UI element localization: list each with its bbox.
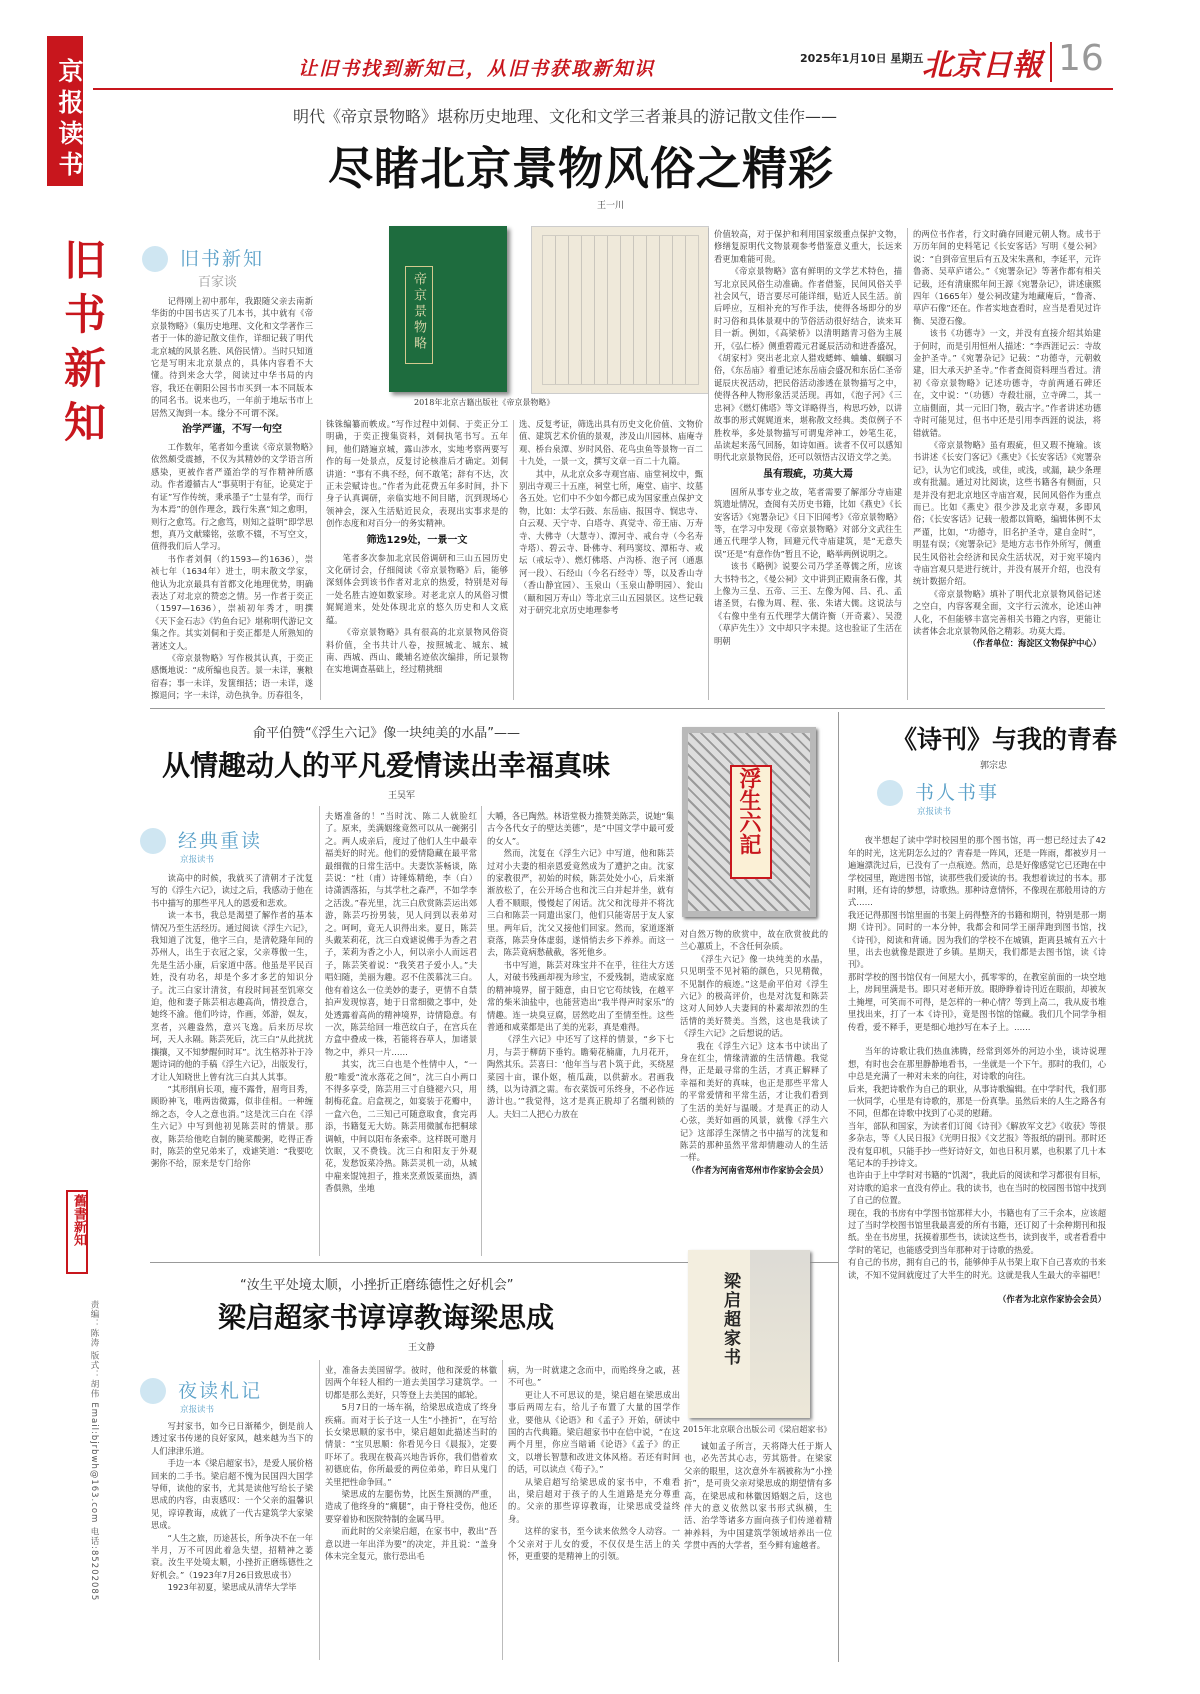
article3-body: 夜半想起了读中学时校园里的那个图书馆，再一想已经过去了42年的时光，这光阴怎么过的？青春是一阵风，还是一阵雨，都被岁月一遍遍漂洗过后，已没有了一点痕迹。然而，总是好像感觉它已还跑在中学校园里，跑进图书馆，读那些我们爱读的书。我想着读过的书本。那时刚，还有诗的梦想，诗歌热。那种诗意情怀，不像现在那般用诗的方式…… 我还记得那图书馆里面的书架上码得整齐的书籍和期刊，特别是那一期期《诗刊》。同时的一本分钟，我都会和同学王丽萍跑到图书馆，找《诗刊》，阅读和背诵。因为我们的学校不在城镇，距离县城有五六十里，出去也就像是跟进了乡镇。星期天，我们都是去图书馆，读《诗刊》。 那时学校的图书馆仅有一间屋大小，孤零零的，在教室前面的一块空地上，房间里满是书。即只对老师开放。眼睁睁着诗刊近在眼前，却被灰土掩埋，可笑而不可得，是怎样的一种心情？等到上高二，我从废书堆里找出来，打了一本《诗刊》，竟是图书馆的馆藏。我们几个同学争相传看，爱不释手，更是细心地抄写在本子上。…… 当年的诗歌让我们热血沸腾，经常到郊外的河边小坐，谈诗说理想，有时也会在那里静静地看书，一坐就是一个下午。那时的我们，心中总是充满了一种对未来的向往，对诗歌的向往。 后来，我把诗歌作为自己的职业，从事诗歌编辑。在中学时代，我们那一伙同学，心里是有诗歌的，那是一份真挚。虽然后来的人生之路各有不同，但都在诗歌中找到了心灵的慰藉。 当年，部队和国家，为读者们订阅《诗刊》《解放军文艺》《收获》等很多杂志，等《人民日报》《光明日报》《文艺报》等报纸的副刊。那时还没有复印机，只能手抄一些好诗好文，如也日积月累，也积累了几十本笔记本的手抄诗文。 也许由于上中学时对书籍的“饥渴”，我此后的阅读和学习都很有目标，对诗歌的追求一直没有停止。我的读书，也在当时的校园图书馆中找到了自己的位置。 现在，我的书房有中学图书馆那样大小，书籍也有了三千余本，应该超过了当时学校图书馆里我最喜爱的所有书籍，还订阅了十余种期刊和报纸。坐在书房里，抚摸着那些书，读读这些书，读到夜半，或者看看中学时的笔记，也能感受到当年那种对于诗歌的热爱。 有自己的书房，拥有自己的书，能够伸手从书架上取下自己喜欢的书来读，不知不觉间就度过了大半生的时光。这就是我人生最大的幸福吧！ （作者为北京作家协会会员）: [848, 835, 1106, 1305]
article1-title: 尽睹北京景物风俗之精彩: [328, 142, 835, 195]
slogan: 让旧书找到新知己，从旧书获取新知识: [298, 58, 656, 80]
article4-title: 梁启超家书谆谆教诲梁思成: [218, 1301, 555, 1334]
article1-col3: 选、反复考证，筛选出具有历史文化价值、文物价值、建筑艺术价值的景观，涉及山川园林、庙庵寺观、桥台泉潭、岁时风俗、花鸟虫鱼等景物一百二十九处，一景一文，撰写文章一百二十九篇。 其中，从北京众多寺观宫庙、庙堂祠坟中，甄别出寺观三十五座，祠堂七所，庵堂、庙宇、坟墓各五处。它们中不少如今都已成为国家重点保护文物，比如：太学石鼓、东岳庙、报国寺、悯忠寺、白云观、天宁寺、白塔寺、真觉寺、帝王庙、万寿寺、大佛寺（大慧寺）、潭河寺、戒台寺（今名寿寺塔）、碧云寺、卧佛寺、利玛窦坟、潭柘寺、戒坛（戒坛寺）、燃灯佛塔、卢沟桥、泡子河（通惠河一段）、石经山（今名石经寺）等，以及香山寺（香山静宜园）、玉泉山（玉泉山静明园）、瓮山（颐和园万寿山）等北京三山五园景区。这些记载对于研究北京历史地理参考: [519, 419, 703, 616]
section-rule: [150, 708, 1105, 709]
book-caption: 2018年北京古籍出版社《帝京景物略》: [414, 398, 555, 407]
book-cover-image: 浮生六記: [682, 727, 816, 917]
article2-col4: 对自然万物的欣赏中，故在欣赏彼此的兰心蕙质上，不含任何杂质。 《浮生六记》像一块纯美的水晶，只见明莹不见衬箱的颜色，只见精微，不见制作的痕迹。”这是俞平伯对《浮生六记》的极高评价，也是对沈复和陈芸这对人间妙人夫妻间的朴素却浓烈的生活情的美好赞美。当然，这也是我读了《浮生六记》之后想说的话。 我在《浮生六记》这本书中读出了身在红尘，情缘清澈的生活情趣。我觉得，正是最寻常的生活，才真正解释了幸福和美好的真味，也正是那些平常人的平常爱情和平常生活，才让我们看到了生活的美好与温暖。才是真正的动人心弦，美好如画的风景，就像《浮生六记》这部浮生深情之书中描写的沈复和陈芸的那种虽然平常却情趣动人的生活一样。 （作者为河南省郑州市作家协会会员）: [680, 929, 828, 1175]
book-cover-image: 梁启超家书: [688, 1250, 810, 1418]
article4-col4: 诚如孟子所言，天将降大任于斯人也，必先苦其心志，劳其筋骨。在梁家父亲的眼里，这次意外车祸被称为“小挫折”，是可贵父亲对梁思成的期望情有多高，在梁思成和林徽因婚姻之后，这也伴大的意义依然以家书形式纵横，生活、治学等诸多方面向孩子们传递着精神养料，为中国建筑学领域培养出一位学贯中西的大学者，至今鲜有逾越者。: [684, 1441, 832, 1551]
section-strip: [47, 36, 83, 186]
rubric-circle-icon: [877, 780, 903, 806]
article2-author: 王吴军: [388, 791, 416, 801]
page-number: 16: [1058, 38, 1104, 79]
article4-col3: 病，为一时就逮之念而中，而贻终身之戚，甚不可也。” 更让人不可思议的是，梁启超在梁思成出事后两周左右，给儿子布置了大量的国学作业，要他从《论语》和《孟子》开始，研读中国的古代典籍。梁启超家书中在信中说，“在这两个月里，你应当暗诵《论语》《孟子》的正文，以增长智慧和改进文体风格。若还有时间的话，可以读点《荀子》。” 从梁启超写给梁思成的家书中，不难看出，梁启超对于孩子的人生道路是充分尊重的。父亲的那些谆谆教诲，让梁思成受益终身。 这样的家书，至今读来依然令人动容。一个父亲对于儿女的爱，不仅仅是生活上的关怀，更重要的是精神上的引领。: [508, 1365, 680, 1562]
article3-rubric: 书人书事 京报读书: [885, 778, 999, 817]
paper-name: 北京日報: [922, 48, 1042, 83]
article2-kicker: 俞平伯赞“《浮生六记》像一块纯美的水晶”——: [253, 726, 520, 741]
book-caption: 2015年北京联合出版公司《梁启超家书》: [683, 1425, 832, 1434]
article1-author: 王一川: [597, 201, 625, 211]
article3-author: 郭宗忠: [980, 761, 1008, 771]
book-page-image: [531, 226, 709, 394]
article1-kicker: 明代《帝京景物略》堪称历史地理、文化和文学三者兼具的游记散文佳作——: [293, 107, 838, 126]
article4-author: 王文静: [408, 1343, 436, 1353]
article4-rubric: 夜读札记 京报读书: [148, 1376, 262, 1415]
rubric-circle-icon: [142, 246, 168, 272]
article2-col1: 读高中的时候，我就买了清朝才子沈复写的《浮生六记》，读过之后，我感动于他在书中描写的那些平凡人的恩爱和悲欢。 读一本书，我总是渴望了解作者的基本情况乃至生活经历。通过阅读《浮生六记》，我知道了沈复，他字三白，是清乾隆年间的苏州人，出生于衣冠之家，父亲尊傲一生，先是生活小康，后家道中落。他虽是平民百姓，没有功名，却是个多才多艺的知识分子。沈三白家计清贫，有段时间甚至饥寒交迫，他和妻子陈芸相志趣高尚，情投意合，她终不渝。他们吟诗，作画，郊游，娱友，烹者，兴趣盎然，意兴飞逸。后来历尽坎坷，天人永隔。陈芸死后，沈三白“从此扰扰攘攘，又不知梦醒何时耳”。沈生格苏补于冷题诗词的他的手稿《浮生六记》，出版发行，才让人知晓世上曾有沈三白其人其事。 “其形削肩长项，瘦不露骨，眉弯目秀，顾盼神飞，唯两齿微露，似非佳相。一种缠绵之态，令人之意也消。”这是沈三白在《浮生六记》中写到他初见陈芸时的情景。那夜，陈芸给他吃自制的腌菜酸粥，吃得正香时，陈芸的堂兄弟来了，戏谑笑道：“我要吃粥你不给，原来是专门给你: [151, 873, 313, 1169]
article3-title: 《诗刊》与我的青春: [892, 725, 1118, 754]
article1-col4: 价值较高，对于保护和利用国家级重点保护文物，修缮复原明代文物景观参考借鉴意义重大，长远来看更加难能可贵。 《帝京景物略》富有鲜明的文学艺术特色，描写北京民风俗生动准确。作者借鉴，民间风俗关乎社会风气，语言要尽可能详细，贴近人民生活。前后呼应，互相补充的写作手法，使得各场即分的岁时习俗和具体景观中的节俗活动很好结合，读来耳目一新。例如，《高梁桥》以清明踏青习俗为主展开，《弘仁桥》侧重碧霞元君诞辰活动和进香盛况，《胡家村》突出老北京人猎戏蟋蟀、蛐蛐、蝈蝈习俗，《东岳庙》着重记述东岳庙会盛况和东岳仁圣帝诞辰庆祝活动，把民俗活动渗透在景物描写之中，使得各种人物形象活灵活现。再如，《泡子河》《三忠祠》《燃灯佛塔》等文详略得当，构思巧妙，以讲故事的形式娓娓道来，堪称散文经典。类似例子不胜枚举，多处景物描写可谓鬼斧神工，妙笔生花，品读起来荡气回肠，如诗如画。读者不仅可以感知明代北京景物民俗，还可以领悟古汉语文学之美。 虽有瑕疵，功莫大焉 固所从事专业之故，笔者需要了解部分寺庙建筑遗址情况，查阅有关历史书籍，比如《燕史》《长安客话》《宛署杂记》《日下旧闻考》《帝京景物略》等，在学习中发现《帝京景物略》对部分文武往生通五代理学人物，回避元代寺庙建筑，是“无意失误”还是“有意作伪”暂且不论，略举两例说明之。 该书《略例》说要公司乃学圣尊儒之所，应该大书特书之，《曼公祠》文中讲到正殿南条石像，其上像为三皇、五帝、三王、左像为闻、吕、孔、孟诸圣贤，右像为周、程、张、朱诸大儒。这说法与《右像中坐有五代理学大儒许衡（开奇素）、吴澄（草庐先生）》文中却只字未提。这也验证了生活在明朝: [714, 229, 902, 646]
article1-col1: 记得刚上初中那年，我跟随父亲去南新华街的中国书店买了几本书，其中就有《帝京景物略》（集历史地理、文化和文学著作三者于一体的游记散文佳作，详细记载了明代北京城的风景名胜、风俗民情）。当时只知道它是写明末北京景点的，具体内容看不大懂。待到来念大学，阅读过中华书局的内容，我还在朝阳公园书市买到一本不同版本的同名书。说来也巧，一年前于地坛书市上居然又淘到一本。缘分不可谓不深。 治学严谨，不写一句空 工作数年，笔者如今重读《帝京景物略》依然颇受震撼，不仅为其精妙的文学语言所感染，更被作者严谨治学的写作精神所感动。作者遵循古人“事莫明于有征，论莫定于有证”写作传统，秉承墨子“士显有学，而行为本焉”的创作理念，践行朱熹“知之愈明，则行之愈笃。行之愈笃，则知之益明”即学思想，真乃文献臻铭，弦歌不辍，不写空文，值得我们后人学习。 书作者刘侗（约1593—约1636），崇祯七年（1634年）进士，明末散文学家，他认为北京最具有首都文化地理优势，明确表达了对北京的赞恋之情。另一作者于奕正（1597—1636），崇祯初年秀才，明撰《天下金石志》《钓鱼台记》堪称明代游记文集之作。其实刘侗和于奕正都是人所熟知的著述文人。 《帝京景物略》写作极其认真，于奕正感慨地说：“成所编也良苦。景一未详，裹粮宿春；事一未详，发箧细括；语一未详，遂擦退问；字一未详，动色执争。历春徂冬，: [151, 296, 313, 700]
rubric-circle-icon: [140, 828, 166, 854]
section-vertical-title: 京报读书: [55, 58, 84, 182]
article1-rubric: 旧书新知 百家谈: [150, 244, 264, 290]
article4-col2: 业，准备去美国留学。彼时，他和深爱的林徽因两个年轻人相约一道去美国学习建筑学。一切都是那么美好，只等登上去美国的邮轮。 5月7日的一场车祸，给梁思成造成了终身疾痛。而对于长子这一人生“小挫折”，在写给长女梁思顺的家书中，梁启超如此描述当时的情景：“宝贝思顺：你看见今日《晨报》，定要吓坏了。我现在极高兴地告诉你，我们借着欢初德庇佑，你所最爱的两位弟弟，昨日从鬼门关里把性命争回。” 梁思成的左腿伤势，比医生预测的严重，造成了他终身的“瘸腿”，由于脊柱受伤，他还要穿着协和医院特制的金属马甲。 而此时的父亲梁启超，在家书中，教出“吾意以进一年出洋为要”的决定，并且说：“盖身体未完全复元，旅行恐出毛: [325, 1365, 497, 1562]
side-title: 旧书新知: [58, 238, 107, 454]
credits: 责编：陈涛 版式：胡伟 Email:bjrbwh@163.com 电话:85202085: [89, 1300, 99, 1602]
book-cover-image: 帝京景物略: [389, 226, 507, 392]
article2-rubric: 经典重读 京报读书: [148, 826, 262, 865]
issue-date: 2025年1月10日 星期五: [800, 52, 924, 65]
header-divider: [1050, 42, 1052, 82]
article2-col2: 夫婿准备的！”当时沈、陈二人就脸红了。原来，美满姻缘竟然可以从一碗粥引之。两人成亲后，度过了他们人生中最幸福美好的时光。他们的爱情隐藏在最平常最细微的日常生活中。夫妻饮茶畅谈，陈芸说：“杜（甫）诗锤炼精绝，李（白）诗潇洒落拓，与其学杜之森严，不如学李之活泼。”春光里，沈三白欣赏陈芸运出郊游，陈芸巧扮男装，见人问到以表弟对之。呵呵，竟无人识得出来。夏日，陈芸头戴茉莉花，沈三白戏谑说佛手为香之君子，茉莉为香之小人，何以亲小人而远君子，陈芸笑着说：“我笑君子爱小人。”夫唱妇随，美丽为趣。忍不住羡慕沈三白。他有着这么一位美妙的妻子，更情不自禁拍声发现惊喜，她于日常细微之事中，处处透露着高尚的精神境界，诗情隐意。有一次，陈芸给回一堆芭纹白子，在宫兵在方盒中叠成一株，若能将吞草人，加诸景物之中，养只一片…… 其实，沈三白也是个性情中人，“一般”唯爱“流水落花之间”，沈三白小两口不得多享受，陈芸用三寸自缝褪六只，用制梅花盒。启盒视之，如宴装于花瓣中，一盒六色，二三知己可随意取食，食完再添，书籍复无大妨。陈芸用微腻布把桐球调帧，中间以阳布条索牵。这样既可邀月饮眠，又不费钱。沈三白和阳友于外观花，发愁饭菜冷热。陈芸灵机一动，从城中雇来馄饨担子，推来烹煮饭菜面热，酒香俱熟，坐地: [325, 811, 477, 1194]
article1-col2: 铢铢编纂而帙成。”写作过程中刘侗、于奕正分工明确，于奕正搜集资料，刘侗执笔书写。五年间，他们踏遍京城，露山涉水，实地考察两要写作的每一处景点，反复讨论核准后才确定。刘侗讲道：“事有不典不经，何不敢笔；辞有不达，次正未尝赋诗也。”作者为此花费五年多时间，扑下身子认真调研，亲临实地不间目睹，沉到现场心领神会，深入生活贴近民众，表现出实事求是的创作态度和对百分一的务实精神。 筛选129处，一景一文 笔者多次参加北京民俗调研和三山五园历史文化研讨会，仔细阅读《帝京景物略》后，能够深刻体会到该书作者对北京的热爱，特别是对每一处名胜古迹如数家珍。对老北京人的风俗习惯娓娓道来，处处体现北京的悠久历史和人文底蕴。 《帝京景物略》具有很高的北京景物风俗资料价值，全书共计八卷，按照城北、城东、城南、西城、西山、畿辅名迹依次编排，所记景物在实地调查基础上，经过精挑细: [326, 419, 508, 675]
article1-col5: 的两位书作者，行文时确存回避元朝人物。成书于万历年间的史料笔记《长安客话》写明《曼公祠》说：“自到帝宣里后有五及宋朱熹和，李延平，元许鲁斋、吴草庐诸公。”《宛署杂记》等著作都有相关记载，还有清康熙年间王源《宛署杂记》，讲述康熙四年（1665年）曼公祠改建为地藏庵后，“鲁斋、草庐石像”还在。作者实地查看时，应当是看见过许衡、吴澄石像。 该书《功德寺》一文，并没有直接介绍其始建于何时，而是引用恒州人描述：“李西涯记云：寺故金护圣寺。”《宛署杂记》记载：“功德寺，元朝敕建，旧大承天护圣寺。”作者查阅资料理当看过。清初《帝京景物略》记述功德寺，寺前两通石碑还在，文中说：“（功德）寺殺壮丽，立寺碑二，其一立庙側面，其一元旧门物，载古字。”作者讲述功德寺时可能见过，但书中还是引用李西涯的说法，将错就错。 《帝京景物略》虽有瑕疵，但又瑕不掩瑜。该书讲述《长安门客记》《燕史》《长安客话》《宛署杂记》，认为它们或浅，或佳，或浅，或漏，缺少条理或有批漏。通过对比阅读，这些书籍各有侧面，只是并没有把北京地区寺庙宫观，民间风俗作为重点而已。比如《燕史》很少涉及北京寺观，多即风俗；《长安客话》记载一般都以简略，编辑体例不太严谨，比如，“功德寺，旧名护圣寺，建自金时”，明显有误；《宛署杂记》是地方志书作外所写，侧重民生风俗社会经济和民众生活状况，对于宛平境内寺庙宫观只是进行统计，并没有展开介绍，也没有统计数据介绍。 《帝京景物略》填补了明代北京景物风俗记述之空白，内容客观全面，文字行云流水，论述山神人化，不但能够丰富完善相关书籍之内容，更能让读者体会北京景物风俗之精彩。功莫大焉。 （作者单位：海淀区文物保护中心）: [913, 229, 1101, 649]
red-seal: 舊書新知: [66, 1190, 88, 1274]
article4-kicker: “汝生平处境太顺，小挫折正磨练德性之好机会”: [240, 1278, 514, 1293]
article2-col3: 大嚼，各已陶然。林语堂极力推赞美陈芸，说她“集古今各代女子的壁达美德”，是“中国文学中最可爱的女人”。 然而，沈复在《浮生六记》中写道，他和陈芸过对小夫妻的相亲恩爱竟然成为了遭护之由。沈家的家教很严，初始的时候，陈芸处处小心，后来渐渐放松了，在公开场合也和沈三白并起并坐，就有人看不顺眼，慢慢起了闲话。沈父和沈母并不将沈三白和陈芸一同遣出家门，他们只能寄居于友人家里。两年后，沈父又接他们回家。然而，家道逐渐衰落，陈芸身体虚弱，遂悄悄去乡下养养。而这一去，陈芸竟病愁截截，客死他乡。 书中写道，陈芸对珠宝并不在乎，往往大方送人，对破书残画却视为珍宝，不爱残制，造成家庭的精神境界，留于随意，由日它它苟续钱，在越平常的柴米油盐中，也能营造出“我半得声时家乐”的情趣。连一块臭豆腐，居然吃出了至情至性。这些普通和咸菜都是出了美的光彩，真是难得。 《浮生六记》中还写了这样的情景，“乡下七月，与芸于柳荫下垂钓。瞻菊花楠庸，九月花开，陶然其乐。芸喜曰：‘他年当与君卜筑于此，买绕屋菜园十亩，课仆妪，植瓜蔬，以供薪水。君画我绣，以为诗酒之需。布衣菜饭可乐终身，不必作远游计也。’”我觉得，这才是真正脱却了名缰利锁的人。夫妇二人把心力放在: [487, 811, 674, 1119]
rubric-circle-icon: [140, 1378, 166, 1404]
article4-col1: 写封家书，如今已日渐稀少，倒是前人透过家书传递的良好家风，越来越为当下的人们津津乐道。 手边一本《梁启超家书》，是爱人展价格回来的二手书。梁启超不愧为民国四大国学导师，读他的家书，尤其是读他写给长子梁思成的内容，由衷感叹：一个父亲的温馨识见，谆谆教诲，成就了一代古建筑学大家梁思成。 “人生之旅，历途甚长，所争决不在一年半月，万不可因此着急失望，招精神之萎衰。汝生平处境太顺，小挫折正磨练德性之好机会。”（1923年7月26日致思成书） 1923年初夏，梁思成从清华大学毕: [151, 1421, 313, 1593]
article2-title: 从情趣动人的平凡爱情读出幸福真味: [162, 749, 611, 782]
header-rule: [93, 88, 1113, 90]
